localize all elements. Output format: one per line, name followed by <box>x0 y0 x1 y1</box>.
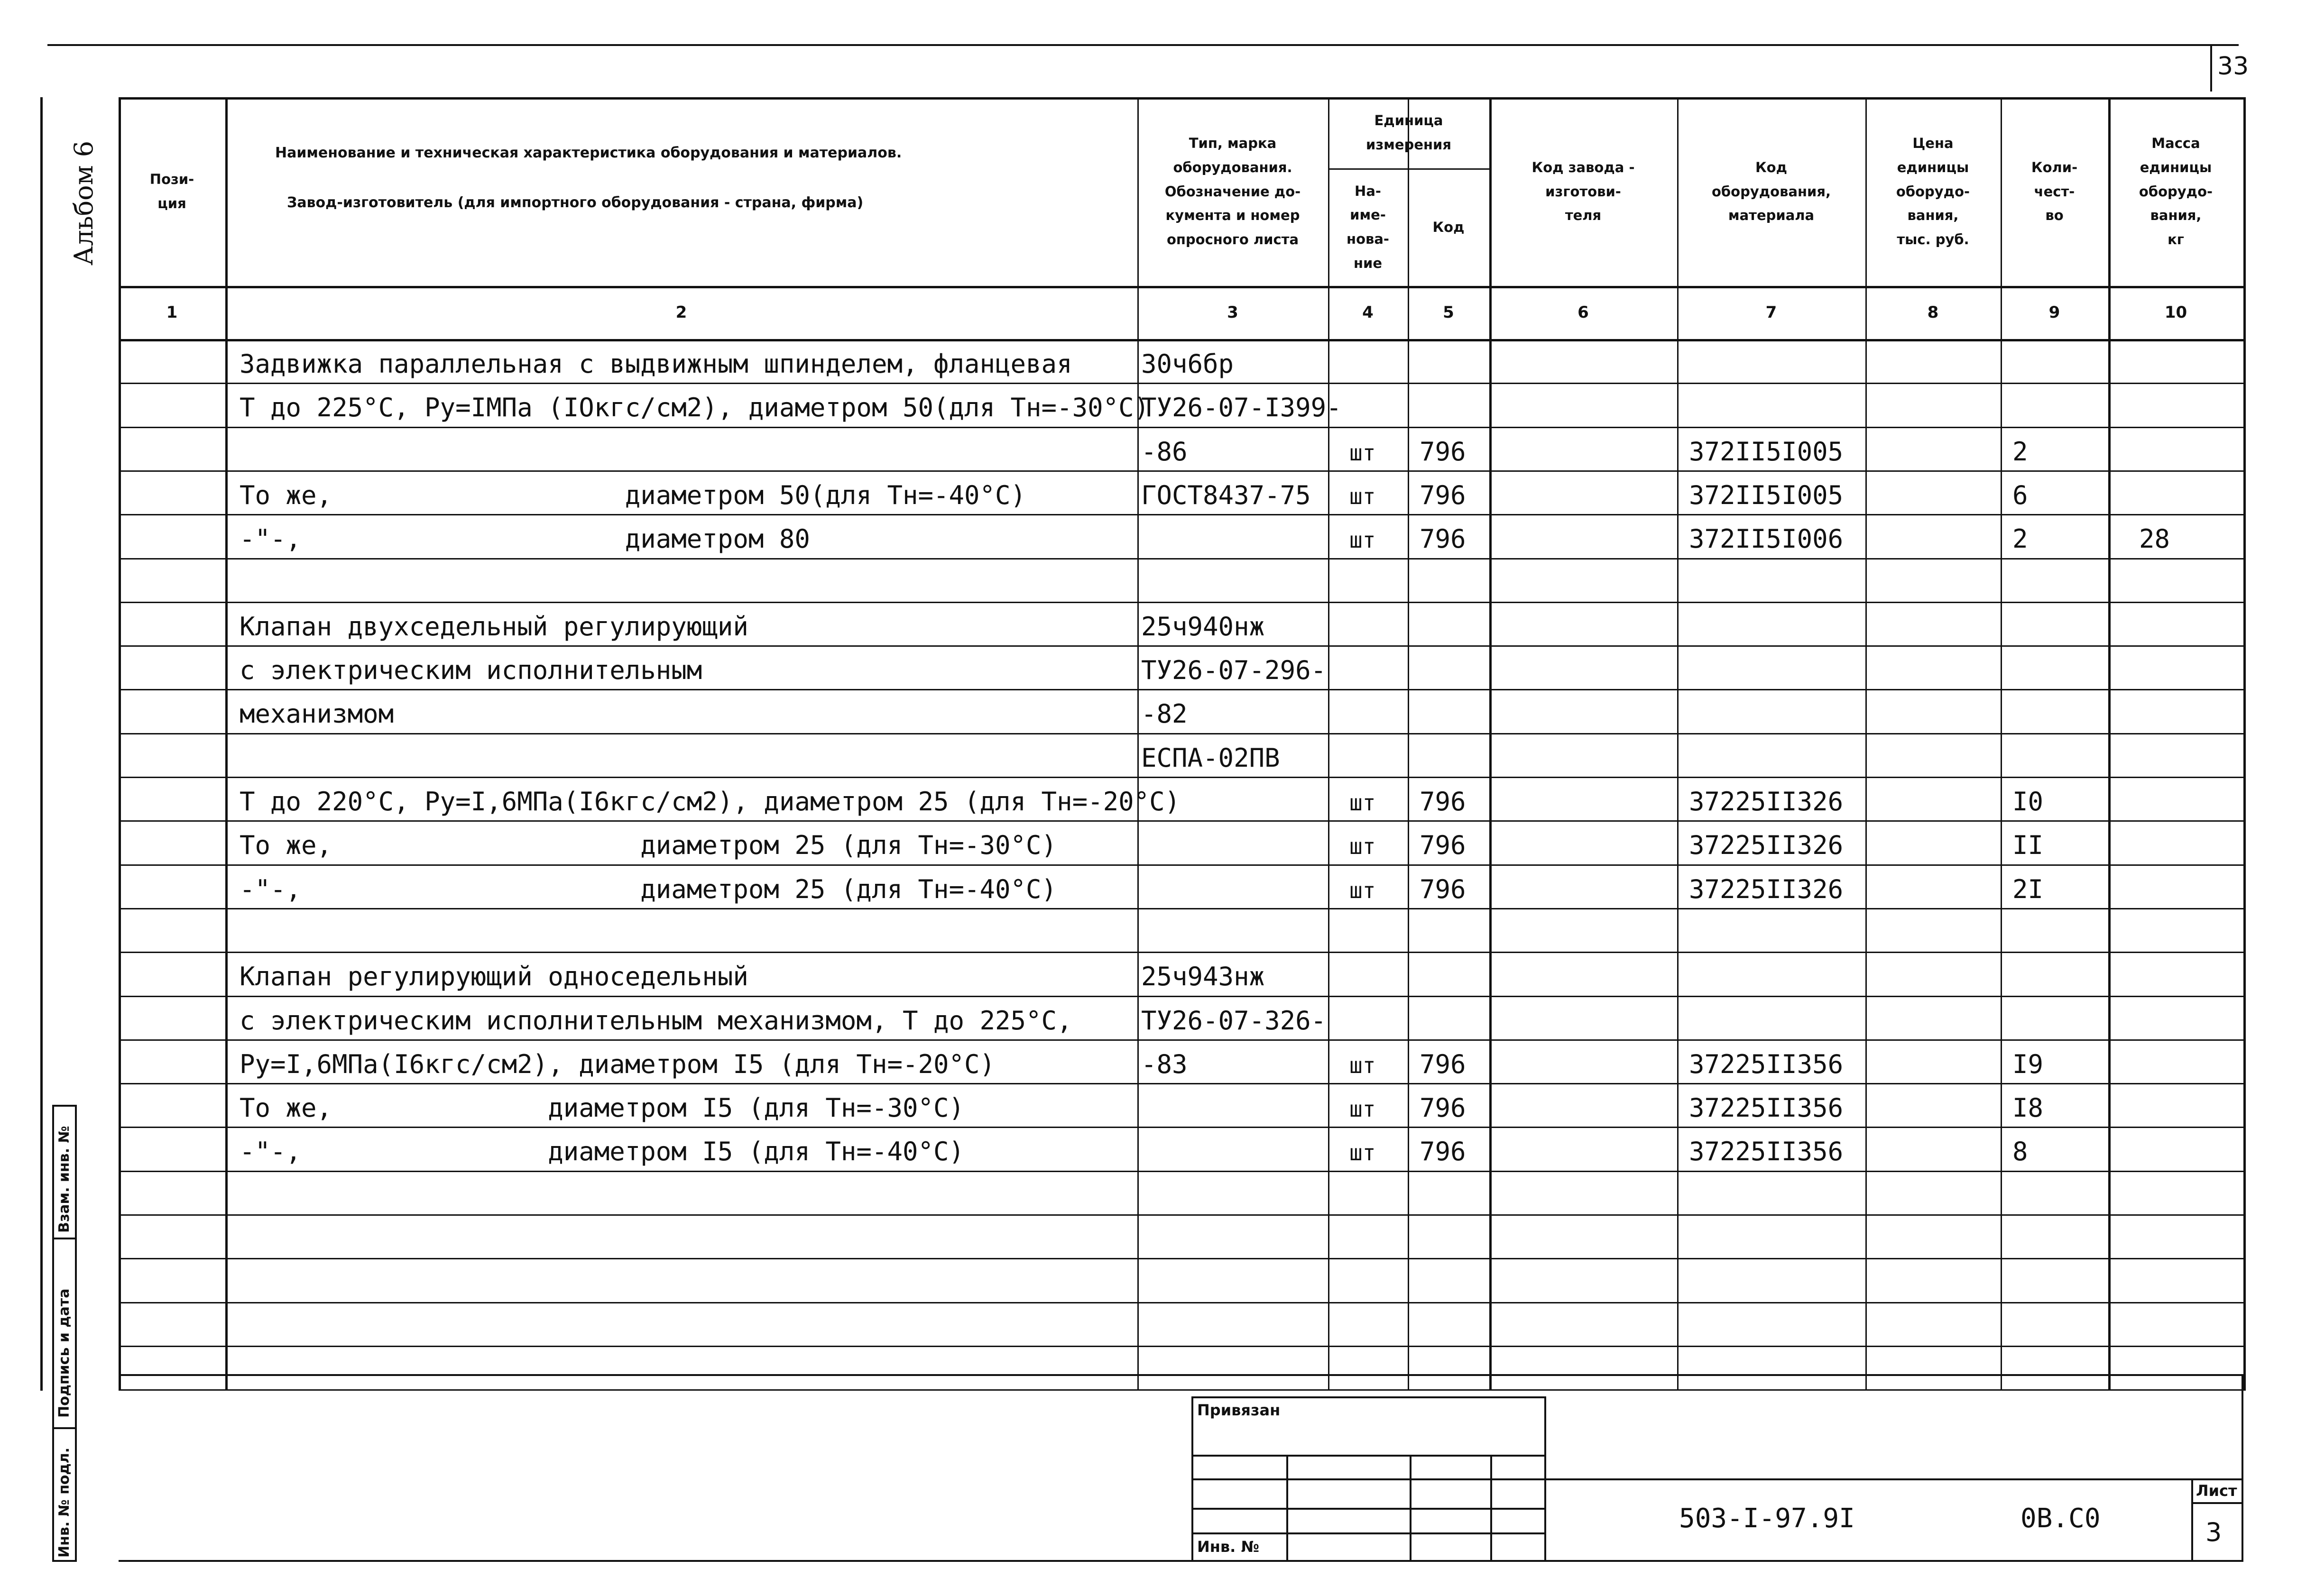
header-name-line1: Наименование и техническая характеристика оборудования и материалов. <box>275 145 902 161</box>
cell-equipment-code: 37225II326 <box>1689 787 1844 816</box>
header-name-line2: Завод-изготовитель (для импортного оборудования - страна, фирма) <box>287 194 864 211</box>
cell-unit-code: 796 <box>1420 524 1466 554</box>
cell-quantity: I9 <box>2012 1049 2044 1079</box>
header-position: Пози- ция <box>149 171 194 211</box>
document-code: 503-I-97.9I <box>1679 1503 1855 1534</box>
top-rule <box>47 44 2239 46</box>
table-rule <box>119 558 2243 560</box>
cell-type: ЕСПА-02ПВ <box>1141 743 1280 773</box>
header-quantity: Коли- чест- во <box>2031 159 2078 224</box>
linked-label: Привязан <box>1197 1401 1281 1419</box>
cell-quantity: I0 <box>2012 787 2044 816</box>
header-factory-code: Код завода - изготови- теля <box>1531 159 1635 224</box>
cell-type: 25ч940нж <box>1141 611 1265 642</box>
header-equipment-code: Код оборудования, материала <box>1711 159 1831 224</box>
cell-name: То же, диаметром I5 (для Тн=-30°С) <box>240 1093 965 1123</box>
cell-name: -"-, диаметром 25 (для Тн=-40°С) <box>240 874 1057 904</box>
cell-type: ТУ26-07-296- <box>1141 655 1327 686</box>
column-number: 10 <box>2164 303 2187 322</box>
cell-quantity: 8 <box>2012 1137 2028 1167</box>
table-rule <box>119 645 2243 647</box>
column-number: 1 <box>166 303 178 322</box>
cell-quantity: II <box>2012 830 2044 861</box>
album-label: Альбом 6 <box>69 140 99 266</box>
cell-unit: шт <box>1349 1052 1376 1078</box>
table-rule <box>119 1127 2243 1128</box>
cell-type: -86 <box>1141 436 1188 467</box>
table-rule <box>119 339 2243 341</box>
table-rule <box>40 97 43 1391</box>
cell-name: То же, диаметром 25 (для Тн=-30°С) <box>240 830 1057 861</box>
cell-type: -83 <box>1141 1049 1188 1079</box>
cell-equipment-code: 372II5I006 <box>1689 524 1844 554</box>
cell-unit: шт <box>1349 877 1376 903</box>
cell-name: Задвижка параллельная с выдвижным шпинделем, фланцевая <box>240 349 1072 379</box>
column-number: 7 <box>1765 303 1777 322</box>
cell-unit: шт <box>1349 1096 1376 1122</box>
table-rule <box>119 427 2243 428</box>
table-rule <box>119 1039 2243 1041</box>
table-rule <box>119 996 2243 997</box>
table-rule <box>2243 97 2246 1391</box>
table-rule <box>119 1171 2243 1172</box>
column-number: 2 <box>675 303 687 322</box>
table-rule <box>119 733 2243 734</box>
table-rule <box>119 602 2243 603</box>
table-rule <box>119 1083 2243 1084</box>
table-rule <box>119 1389 2243 1391</box>
inv-no-label: Инв. № <box>1197 1538 1259 1556</box>
stamp-inv-replaced: Взам. инв. № <box>56 1126 73 1233</box>
cell-quantity: I8 <box>2012 1093 2044 1123</box>
cell-unit: шт <box>1349 834 1376 860</box>
column-number: 3 <box>1227 303 1238 322</box>
cell-unit-code: 796 <box>1420 436 1466 467</box>
table-rule <box>119 1302 2243 1303</box>
page-number: 33 <box>2217 52 2249 81</box>
cell-unit-code: 796 <box>1420 480 1466 510</box>
cell-name: механизмом <box>240 699 394 729</box>
cell-equipment-code: 37225II356 <box>1689 1049 1844 1079</box>
table-rule <box>119 952 2243 953</box>
table-rule <box>119 820 2243 822</box>
cell-mass: 28 <box>2139 524 2170 554</box>
cell-name: То же, диаметром 50(для Тн=-40°С) <box>240 480 1026 510</box>
cell-type: -82 <box>1141 699 1188 729</box>
header-mass: Масса единицы оборудо- вания, кг <box>2139 135 2213 248</box>
table-rule <box>119 470 2243 472</box>
header-type: Тип, марка оборудования. Обозначение до- кумента и номер опросного листа <box>1164 135 1301 248</box>
table-rule <box>119 777 2243 778</box>
cell-name: -"-, диаметром 80 <box>240 524 810 554</box>
cell-type: ГОСТ8437-75 <box>1141 480 1311 510</box>
header-price: Цена единицы оборудо- вания, тыс. руб. <box>1896 135 1970 248</box>
cell-unit-code: 796 <box>1420 1049 1466 1079</box>
cell-unit: шт <box>1349 527 1376 553</box>
cell-equipment-code: 37225II356 <box>1689 1093 1844 1123</box>
cell-unit-code: 796 <box>1420 787 1466 816</box>
cell-equipment-code: 372II5I005 <box>1689 436 1844 467</box>
header-unit-name: На- име- нова- ние <box>1347 183 1389 271</box>
cell-unit: шт <box>1349 440 1376 466</box>
table-rule <box>119 689 2243 690</box>
cell-name: с электрическим исполнительным механизмом, Т до 225°С, <box>240 1005 1072 1036</box>
column-number: 4 <box>1362 303 1374 322</box>
cell-equipment-code: 37225II326 <box>1689 830 1844 861</box>
cell-unit-code: 796 <box>1420 1093 1466 1123</box>
cell-name: -"-, диаметром I5 (для Тн=-40°С) <box>240 1137 965 1167</box>
cell-name: Т до 220°С, Ру=I,6МПа(I6кгс/см2), диаметром 25 (для Тн=-20°С) <box>240 787 1181 816</box>
cell-name: Т до 225°С, Ру=IМПа (IОкгс/см2), диаметром 50(для Тн=-30°С) <box>240 393 1150 423</box>
cell-quantity: 2 <box>2012 436 2028 467</box>
table-rule <box>119 1214 2243 1216</box>
cell-quantity: 6 <box>2012 480 2028 510</box>
table-rule <box>119 908 2243 909</box>
cell-unit: шт <box>1349 1140 1376 1166</box>
table-rule <box>119 383 2243 384</box>
table-rule <box>119 1346 2243 1347</box>
header-unit-code: Код <box>1432 219 1465 235</box>
cell-unit-code: 796 <box>1420 1137 1466 1167</box>
page-number-box-border <box>2210 44 2212 92</box>
cell-type: ТУ26-07-I399- <box>1141 393 1342 423</box>
column-number: 5 <box>1443 303 1454 322</box>
cell-equipment-code: 372II5I005 <box>1689 480 1844 510</box>
cell-type: 30ч6бр <box>1141 349 1234 379</box>
table-rule <box>119 1258 2243 1259</box>
cell-name: Клапан двухседельный регулирующий <box>240 611 748 642</box>
cell-quantity: 2 <box>2012 524 2028 554</box>
cell-equipment-code: 37225II326 <box>1689 874 1844 904</box>
cell-type: 25ч943нж <box>1141 962 1265 992</box>
column-number: 6 <box>1577 303 1589 322</box>
column-number: 8 <box>1927 303 1939 322</box>
sheet-label: Лист <box>2196 1482 2237 1500</box>
cell-unit: шт <box>1349 483 1376 509</box>
table-rule <box>119 514 2243 515</box>
sheet-number: 3 <box>2205 1517 2222 1547</box>
cell-name: Клапан регулирующий односедельный <box>240 962 748 992</box>
cell-unit-code: 796 <box>1420 830 1466 861</box>
cell-type: ТУ26-07-326- <box>1141 1005 1327 1036</box>
cell-quantity: 2I <box>2012 874 2044 904</box>
stamp-sign-date: Подпись и дата <box>56 1288 73 1418</box>
cell-unit: шт <box>1349 790 1376 816</box>
table-rule <box>119 864 2243 866</box>
cell-equipment-code: 37225II356 <box>1689 1137 1844 1167</box>
cell-name: с электрическим исполнительным <box>240 655 702 686</box>
header-unit-group: Единица измерения <box>1366 112 1451 153</box>
document-mark: 0В.С0 <box>2020 1503 2101 1534</box>
cell-unit-code: 796 <box>1420 874 1466 904</box>
column-number: 9 <box>2048 303 2060 322</box>
cell-name: Ру=I,6МПа(I6кгс/см2), диаметром I5 (для Тн=-20°С) <box>240 1049 996 1079</box>
stamp-inv-original: Инв. № подл. <box>56 1447 73 1558</box>
